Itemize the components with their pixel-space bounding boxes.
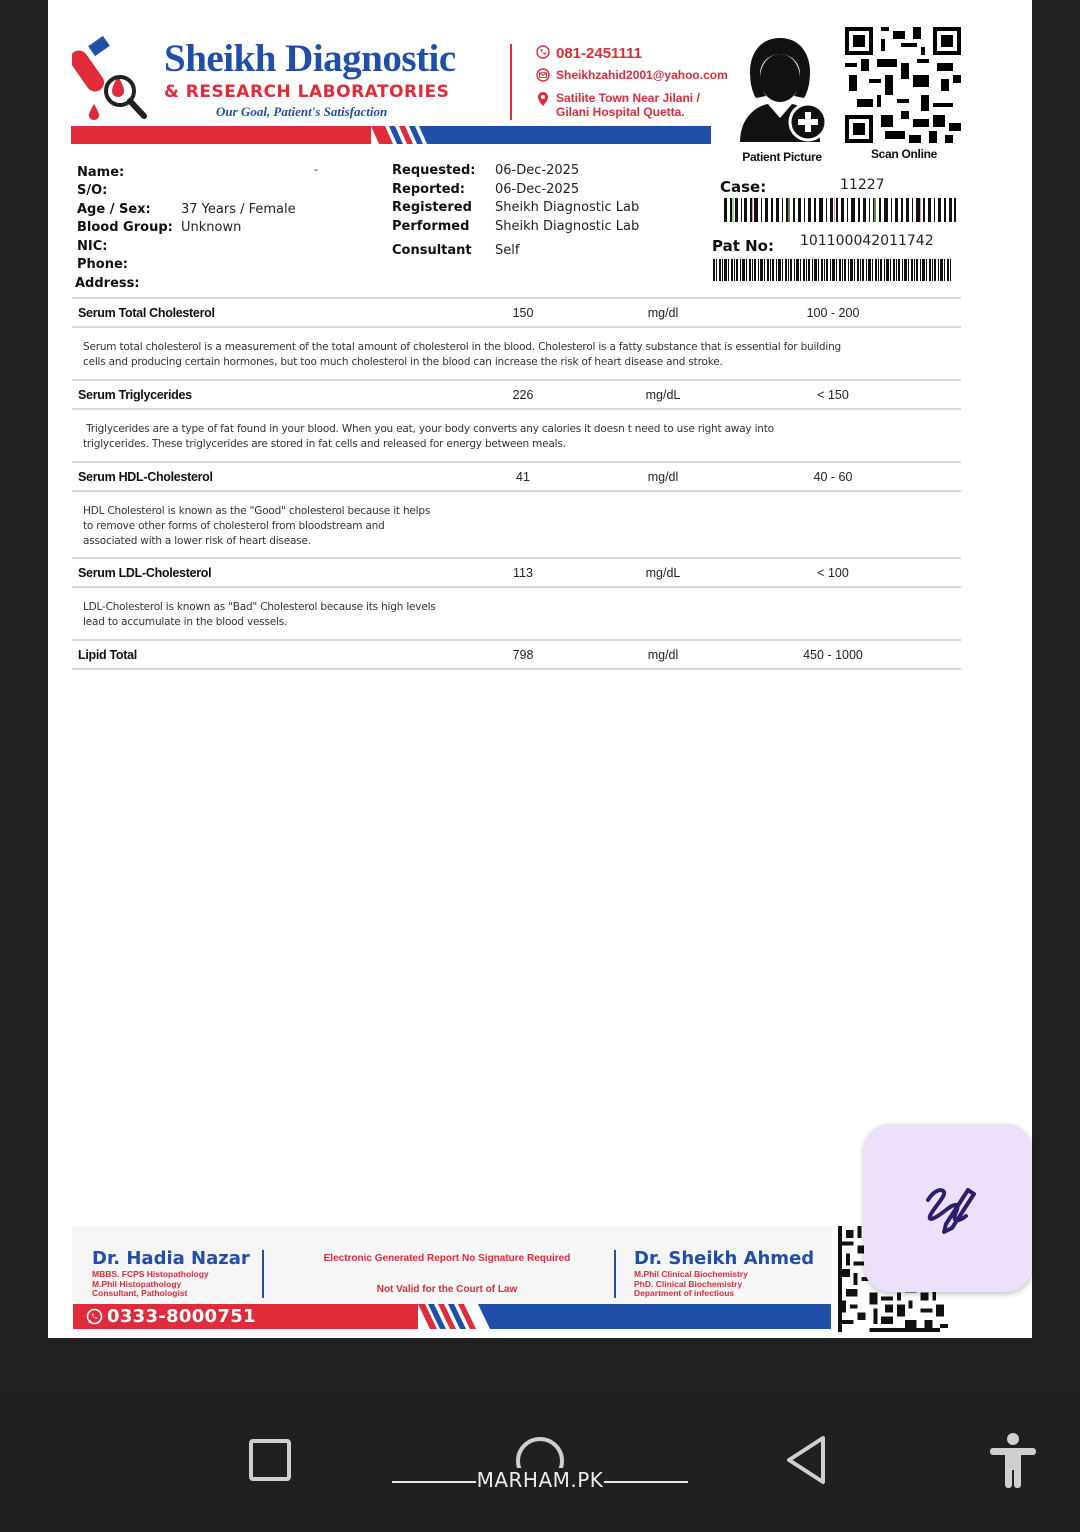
recents-button[interactable] — [248, 1438, 288, 1478]
qr-code-icon[interactable] — [845, 27, 961, 143]
pat-no-barcode — [713, 259, 951, 281]
annotate-fab[interactable] — [864, 1124, 1032, 1292]
patient-picture-label: Patient Picture — [742, 150, 822, 164]
row-divider — [72, 490, 961, 492]
phone-icon — [536, 45, 550, 59]
navigation-bar — [0, 1388, 1080, 1532]
blood-group-label: Blood Group: — [77, 220, 173, 235]
performed-label: Performed — [392, 219, 470, 234]
case-barcode — [724, 198, 956, 222]
test-result: 798 — [512, 648, 534, 662]
footer-divider — [614, 1250, 616, 1298]
test-range: 40 - 60 — [813, 470, 853, 484]
pat-no-label: Pat No: — [712, 237, 774, 255]
accessibility-icon — [988, 1432, 1038, 1490]
test-description — [83, 504, 430, 549]
description-line: triglycerides. These triglycerides are stored in fat cells and released for energy between meals. — [83, 438, 566, 450]
description-line: LDL-Cholesterol is known as "Bad" Cholesterol because its high levels — [83, 601, 436, 613]
left-doctor-name: Dr. Hadia Nazar — [92, 1248, 250, 1269]
test-description — [83, 422, 774, 452]
row-divider — [72, 668, 961, 670]
accessibility-button[interactable] — [988, 1432, 1038, 1490]
test-name: Serum Total Cholesterol — [78, 306, 215, 320]
test-unit: mg/dl — [647, 306, 679, 320]
case-label: Case: — [720, 178, 767, 196]
row-divider — [72, 586, 961, 588]
lab-name: Sheikh Diagnostic — [164, 37, 456, 80]
header-stripe — [71, 126, 711, 144]
lab-tagline: Our Goal, Patient's Satisfaction — [216, 104, 388, 119]
requested-value: 06-Dec-2025 — [495, 163, 580, 178]
age-sex-value: 37 Years / Female — [181, 202, 296, 217]
patient-avatar-icon — [726, 34, 836, 146]
test-result: 226 — [512, 388, 534, 402]
test-unit: mg/dL — [645, 566, 681, 580]
reported-label: Reported: — [392, 182, 466, 197]
test-result: 41 — [516, 470, 530, 484]
test-range: < 150 — [817, 388, 849, 402]
test-unit: mg/dl — [647, 648, 679, 662]
consultant-value: Self — [495, 243, 520, 258]
location-pin-icon — [536, 91, 550, 107]
row-divider — [72, 557, 961, 559]
test-result: 150 — [512, 306, 534, 320]
watermark-line-left — [392, 1481, 476, 1483]
test-name: Serum LDL-Cholesterol — [78, 566, 212, 580]
watermark-text: MARHAM.PK — [476, 1468, 604, 1492]
blood-group-value: Unknown — [181, 220, 242, 235]
test-range: 100 - 200 — [806, 306, 860, 320]
lab-phone-text: 081-2451111 — [556, 45, 642, 62]
scan-online-label: Scan Online — [870, 147, 938, 161]
description-line: HDL Cholesterol is known as the "Good" cholesterol because it helps — [83, 505, 431, 517]
credential-line: M.Phil Clinical Biochemistry — [634, 1269, 748, 1279]
left-doctor-credentials — [92, 1270, 209, 1299]
test-unit: mg/dl — [647, 470, 679, 484]
right-doctor-name: Dr. Sheikh Ahmed — [634, 1248, 815, 1269]
lab-phone — [536, 45, 642, 62]
credential-line: MBBS. FCPS Histopathology — [92, 1269, 209, 1279]
lab-email-text: Sheikhzahid2001@yahoo.com — [556, 68, 728, 82]
phone-label: Phone: — [77, 257, 128, 272]
pat-no-value: 101100042011742 — [800, 233, 934, 249]
row-divider — [72, 297, 961, 299]
test-description — [83, 340, 841, 370]
credential-line: Consultant, Pathologist — [92, 1288, 188, 1298]
test-name: Serum HDL-Cholesterol — [78, 470, 213, 484]
footer-phone-text: 0333-8000751 — [107, 1306, 256, 1327]
test-name: Lipid Total — [78, 648, 137, 662]
registered-value: Sheikh Diagnostic Lab — [495, 200, 640, 215]
edit-pen-icon — [916, 1176, 980, 1240]
credential-line: M.Phil Histopathology — [92, 1278, 182, 1289]
nic-label: NIC: — [77, 239, 108, 254]
description-line: cells and producing certain hormones, but too much cholesterol in the blood can increase the risk of heart disease and stroke. — [83, 356, 723, 368]
age-sex-label: Age / Sex: — [77, 202, 151, 217]
description-line: associated with a lower risk of heart disease. — [83, 535, 311, 547]
performed-value: Sheikh Diagnostic Lab — [495, 219, 640, 234]
so-label: S/O: — [77, 183, 108, 198]
name-value: - — [314, 163, 318, 176]
test-range: 450 - 1000 — [803, 648, 863, 662]
row-divider — [72, 379, 961, 381]
test-description — [83, 600, 436, 630]
back-button[interactable] — [783, 1434, 829, 1486]
whatsapp-icon — [86, 1308, 103, 1325]
court-validity-note: Not Valid for the Court of Law — [376, 1284, 518, 1295]
lab-address — [536, 91, 731, 119]
header-divider — [510, 44, 512, 120]
credential-line: PhD. Clinical Biochemistry — [634, 1278, 743, 1289]
electronic-report-note: Electronic Generated Report No Signature Required — [323, 1253, 571, 1264]
test-result: 113 — [513, 566, 533, 580]
lab-logo-icon — [72, 36, 152, 126]
row-divider — [72, 326, 961, 328]
row-divider — [72, 639, 961, 641]
address-label: Address: — [75, 276, 140, 291]
registered-label: Registered — [392, 200, 472, 215]
description-line: Serum total cholesterol is a measurement of the total amount of cholesterol in the blood. Cholesterol is a fatty substance that is essential for building — [83, 341, 842, 353]
watermark-line-right — [604, 1481, 688, 1483]
lab-address-text: Satilite Town Near Jilani / Gilani Hospital Quetta. — [556, 91, 700, 119]
reported-value: 06-Dec-2025 — [495, 182, 580, 197]
row-divider — [72, 461, 961, 463]
name-label: Name: — [77, 165, 125, 180]
right-doctor-credentials — [634, 1270, 748, 1299]
test-unit: mg/dL — [645, 388, 681, 402]
case-number: 11227 — [840, 177, 885, 193]
credential-line: Department of infectious — [634, 1288, 735, 1298]
triangle-back-icon — [783, 1434, 829, 1486]
footer-divider — [262, 1250, 264, 1298]
lab-subtitle: & RESEARCH LABORATORIES — [164, 82, 450, 102]
row-divider — [72, 408, 961, 410]
email-icon — [536, 68, 550, 82]
footer-phone — [86, 1306, 256, 1327]
description-line: lead to accumulate in the blood vessels. — [83, 616, 288, 628]
lab-email — [536, 68, 728, 82]
consultant-label: Consultant — [392, 243, 472, 258]
description-line: to remove other forms of cholesterol from bloodstream and — [83, 520, 385, 532]
description-line: Triglycerides are a type of fat found in your blood. When you eat, your body converts any calories it doesn t need to use right away into — [83, 423, 774, 435]
square-icon — [248, 1438, 292, 1482]
test-name: Serum Triglycerides — [78, 388, 192, 402]
requested-label: Requested: — [392, 163, 476, 178]
test-range: < 100 — [817, 566, 849, 580]
